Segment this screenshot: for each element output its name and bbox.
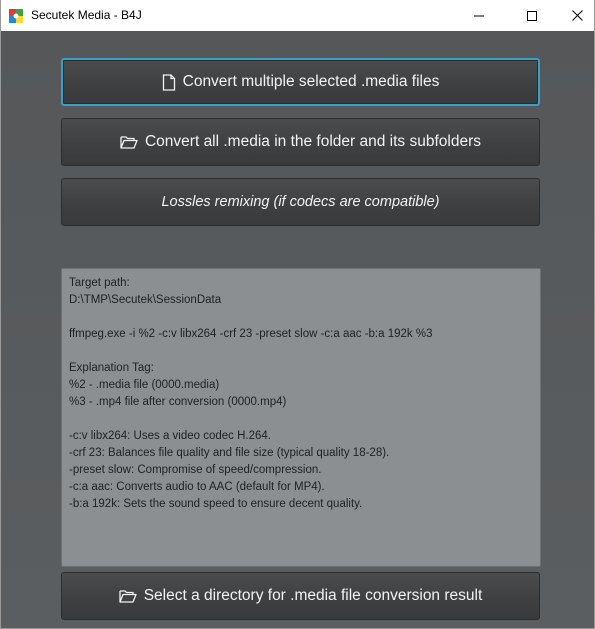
output-line: -c:v libx264: Uses a video codec H.264.	[69, 430, 271, 442]
app-logo-icon	[9, 8, 23, 22]
maximize-button[interactable]	[509, 0, 555, 31]
lossless-remix-button[interactable]	[61, 178, 540, 226]
minimize-button[interactable]	[456, 0, 502, 31]
folder-open-icon	[119, 589, 137, 603]
output-line: D:\TMP\Secutek\SessionData	[69, 294, 222, 306]
close-icon	[572, 6, 583, 25]
close-button[interactable]	[554, 0, 595, 31]
output-textarea[interactable]	[61, 268, 541, 567]
window-title: Secutek Media - B4J	[31, 8, 142, 22]
output-line: Explanation Tag:	[69, 362, 154, 374]
output-line: ffmpeg.exe -i %2 -c:v libx264 -crf 23 -preset slow -c:a aac -b:a 192k %3	[69, 328, 433, 340]
output-line: Target path:	[69, 277, 130, 289]
title-bar[interactable]	[1, 0, 594, 31]
output-line: -preset slow: Compromise of speed/compression.	[69, 464, 322, 476]
file-icon	[162, 74, 176, 91]
maximize-icon	[527, 6, 537, 25]
convert-folder-label: Convert all .media in the folder and its subfolders	[144, 133, 481, 150]
output-line	[69, 411, 533, 428]
convert-selected-label: Convert multiple selected .media files	[182, 73, 440, 90]
main-panel	[1, 31, 594, 628]
select-directory-label: Select a directory for .media file conversion result	[143, 587, 483, 604]
output-line: %2 - .media file (0000.media)	[69, 379, 220, 391]
convert-folder-button[interactable]	[61, 118, 540, 166]
output-line	[69, 343, 533, 360]
output-line: %3 - .mp4 file after conversion (0000.mp4)	[69, 396, 287, 408]
output-line	[69, 309, 533, 326]
lossless-remix-label: Lossles remixing (if codecs are compatible)	[161, 194, 440, 210]
output-line: -crf 23: Balances file quality and file size (typical quality 18-28).	[69, 447, 390, 459]
output-line: -c:a aac: Converts audio to AAC (default for MP4).	[69, 481, 325, 493]
minimize-icon	[474, 6, 484, 25]
output-line: -b:a 192k: Sets the sound speed to ensure decent quality.	[69, 498, 363, 510]
folder-open-icon	[120, 135, 138, 149]
select-directory-button[interactable]	[61, 572, 540, 620]
convert-selected-button[interactable]	[61, 58, 540, 106]
